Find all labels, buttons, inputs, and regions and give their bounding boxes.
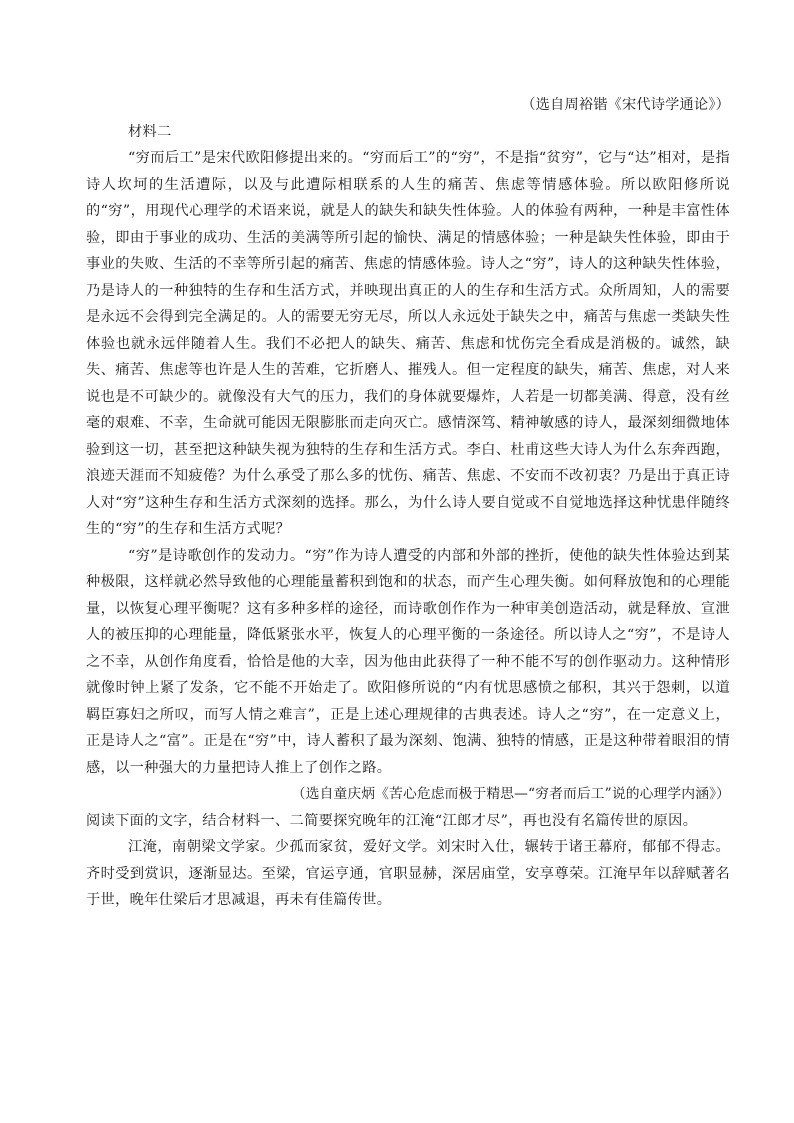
source-citation-1: （选自周裕锴《宋代诗学通论》） xyxy=(521,97,730,113)
question-prompt: 阅读下面的文字，结合材料一、二简要探究晚年的江淹“江郎才尽”，再也没有名篇传世的原因。 xyxy=(86,812,698,829)
source-citation-2: （选自童庆炳《苦心危虑而极于精思—“穷者而后工”说的心理学内涵》） xyxy=(291,786,730,802)
material-2-heading: 材料二 xyxy=(128,123,172,140)
passage-paragraph: 江淹，南朝梁文学家。少孤而家贫，爱好文学。刘宋时入仕，辗转于诸王幕府，郁郁不得志。齐时受到赏识，逐渐显达。至梁，官运亨通，官职显赫，深居庙堂，安享尊荣。江淹早年以辞赋著名于世，晚年仕梁后才思减退，再未有佳篇传世。 xyxy=(86,839,730,908)
material-2-paragraph-1: “穷而后工”是宋代欧阳修提出来的。“穷而后工”的“穷”，不是指“贫穷”，它与“达”相对，是指诗人坎坷的生活遭际，以及与此遭际相联系的人生的痛苦、焦虑等情感体验。所以欧阳修所说的“穷”，用现代心理学的术语来说，就是人的缺失和缺失性体验。人的体验有两种，一种是丰富性体验，即由于事业的成功、生活的美满等所引起的愉快、满足的情感体验；一种是缺失性体验，即由于事业的失败、生活的不幸等所引起的痛苦、焦虑的情感体验。诗人之“穷”，诗人的这种缺失性体验，乃是诗人的一种独特的生存和生活方式，并映现出真正的人的生存和生活方式。众所周知，人的需要是永远不会得到完全满足的。人的需要无穷无尽，所以人永远处于缺失之中，痛苦与焦虑一类缺失性体验也就永远伴随着人生。我们不必把人的缺失、痛苦、焦虑和忧伤完全看成是消极的。诚然，缺失、痛苦、焦虑等也许是人生的苦难，它折磨人、摧残人。但一定程度的缺失，痛苦、焦虑，对人来说也是不可缺少的。就像没有大气的压力，我们的身体就要爆炸，人若是一切都美满、得意，没有丝毫的艰难、不幸，生命就可能因无限膨胀而走向灭亡。感情深笃、精神敏感的诗人，最深刻细微地体验到这一切，甚至把这种缺失视为独特的生存和生活方式。李白、杜甫这些大诗人为什么东奔西跑，浪迹天涯而不知疲倦？为什么承受了那么多的忧伤、痛苦、焦虑、不安而不改初衷？乃是出于真正诗人对“穷”这种生存和生活方式深刻的选择。那么，为什么诗人要自觉或不自觉地选择这种忧患伴随终生的“穷”的生存和生活方式呢？ xyxy=(86,150,730,537)
document-body xyxy=(86,92,730,914)
material-2-paragraph-2: “穷”是诗歌创作的发动力。“穷”作为诗人遭受的内部和外部的挫折，使他的缺失性体验达到某种极限，这样就必然导致他的心理能量蓄积到饱和的状态，而产生心理失衡。如何释放饱和的心理能量，以恢复心理平衡呢？这有多种多样的途径，而诗歌创作作为一种审美创造活动，就是释放、宣泄人的被压抑的心理能量，降低紧张水平，恢复人的心理平衡的一条途径。所以诗人之“穷”，不是诗人之不幸，从创作角度看，恰恰是他的大幸，因为他由此获得了一种不能不写的创作驱动力。这种情形就像时钟上紧了发条，它不能不开始走了。欧阳修所说的“内有忧思感愤之郁积，其兴于怨刺，以道羁臣寡妇之所叹，而写人情之难言”，正是上述心理规律的古典表述。诗人之“穷”，在一定意义上，正是诗人之“富”。正是在“穷”中，诗人蓄积了最为深刻、饱满、独特的情感，正是这种带着眼泪的情感，以一种强大的力量把诗人推上了创作之路。 xyxy=(86,547,730,776)
